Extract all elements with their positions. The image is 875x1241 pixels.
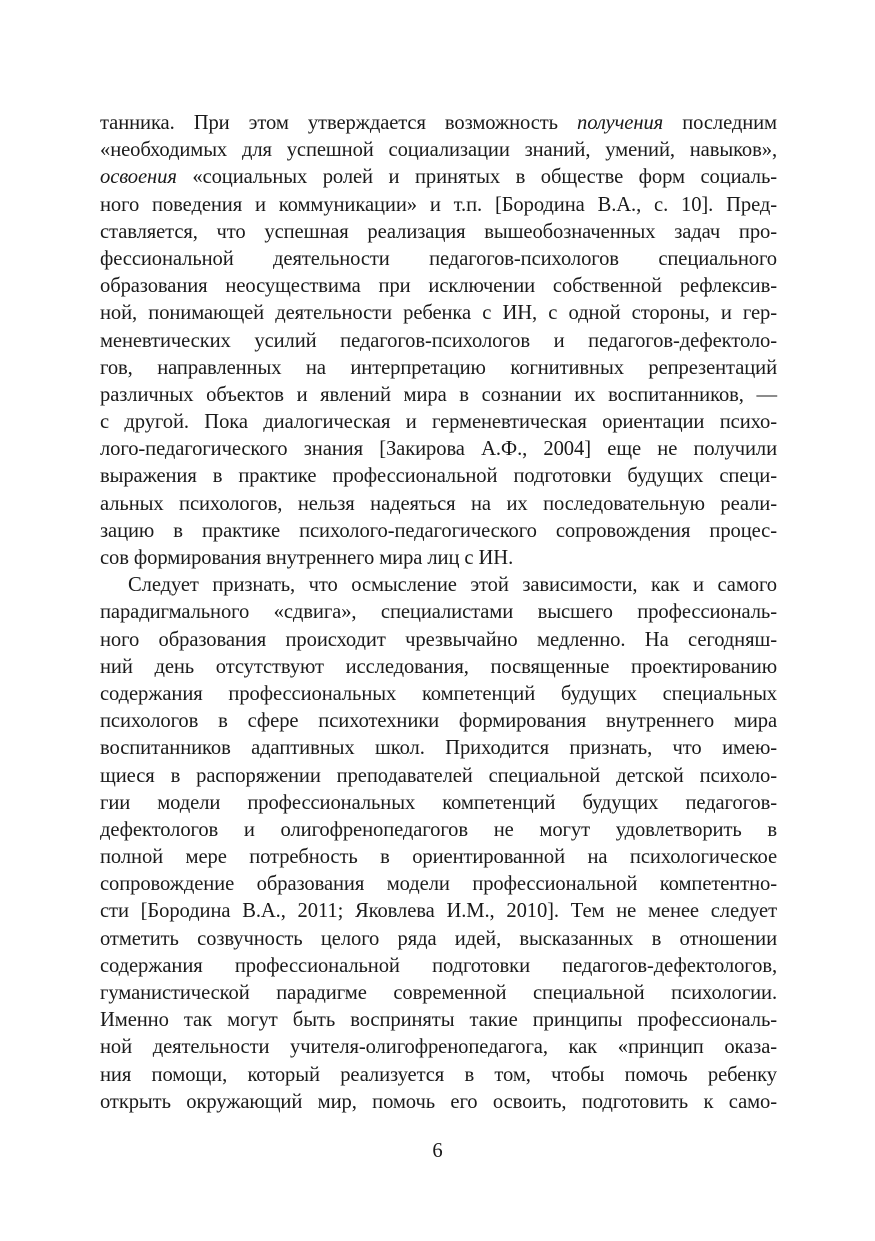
text-line: содержания профессиональных компетенций будущих специальных bbox=[100, 682, 777, 705]
text-line: дефектологов и олигофренопедагогов не могут удовлетворить в bbox=[100, 818, 777, 841]
text-line: полной мере потребность в ориентированной на психологическое bbox=[100, 846, 777, 869]
text-line: ной деятельности учителя-олигофренопедагога, как «принцип оказа- bbox=[100, 1036, 777, 1059]
text-line: щиеся в распоряжении преподавателей специальной детской психоло- bbox=[100, 764, 777, 787]
text-line: Именно так могут быть восприняты такие принципы профессиональ- bbox=[100, 1009, 777, 1032]
text-line: ного образования происходит чрезвычайно медленно. На сегодняш- bbox=[100, 628, 777, 651]
text-line: гии модели профессиональных компетенций будущих педагогов- bbox=[100, 791, 777, 814]
text-line: выражения в практике профессиональной подготовки будущих специ- bbox=[100, 465, 777, 488]
text-line: ний день отсутствуют исследования, посвященные проектированию bbox=[100, 655, 777, 678]
text-line: освоения «социальных ролей и принятых в обществе форм социаль- bbox=[100, 166, 777, 189]
text-line: содержания профессиональной подготовки педагогов-дефектологов, bbox=[100, 954, 777, 977]
text-line: гуманистической парадигме современной специальной психологии. bbox=[100, 982, 777, 1004]
page-number: 6 bbox=[432, 1140, 443, 1162]
page-body bbox=[100, 110, 777, 1116]
text-line: ния помощи, который реализуется в том, чтобы помочь ребенку bbox=[100, 1063, 777, 1086]
paragraph-2 bbox=[100, 572, 777, 1116]
text-line: меневтических усилий педагогов-психологов и педагогов-дефектоло- bbox=[100, 329, 777, 352]
text-line: зацию в практике психолого-педагогического сопровождения процес- bbox=[100, 519, 777, 542]
emphasis: получения bbox=[577, 112, 664, 134]
text-line: сопровождение образования модели профессиональной компетентно- bbox=[100, 873, 777, 896]
text-line: фессиональной деятельности педагогов-психологов специального bbox=[100, 247, 777, 270]
text-line: психологов в сфере психотехники формирования внутреннего мира bbox=[100, 710, 777, 733]
text-line: ставляется, что успешная реализация вышеобозначенных задач про- bbox=[100, 220, 777, 243]
paragraph-1 bbox=[100, 110, 777, 572]
text-line: ной, понимающей деятельности ребенка с ИН, с одной стороны, и гер- bbox=[100, 302, 777, 325]
text-line: ного поведения и коммуникации» и т.п. [Бородина В.А., с. 10]. Пред- bbox=[100, 193, 777, 216]
text-line: открыть окружающий мир, помочь его освоить, подготовить к само- bbox=[100, 1090, 777, 1113]
text-line: танника. При этом утверждается возможность получения последним bbox=[100, 112, 777, 134]
text-line: сов формирования внутреннего мира лиц с ИН. bbox=[100, 547, 514, 569]
text-line: гов, направленных на интерпретацию когнитивных репрезентаций bbox=[100, 356, 777, 379]
text-line: воспитанников адаптивных школ. Приходится признать, что имею- bbox=[100, 737, 777, 760]
text-line: отметить созвучность целого ряда идей, высказанных в отношении bbox=[100, 927, 777, 950]
text-line: различных объектов и явлений мира в сознании их воспитанников, — bbox=[100, 383, 777, 406]
text-line: парадигмального «сдвига», специалистами высшего профессиональ- bbox=[100, 601, 777, 624]
text-line: сти [Бородина В.А., 2011; Яковлева И.М., 2010]. Тем не менее следует bbox=[100, 900, 777, 923]
text-line: с другой. Пока диалогическая и герменевтическая ориентации психо- bbox=[100, 411, 777, 434]
emphasis: освоения bbox=[100, 166, 177, 189]
text-line: лого-педагогического знания [Закирова А.Ф., 2004] еще не получили bbox=[100, 438, 777, 461]
text-line: образования неосуществима при исключении собственной рефлексив- bbox=[100, 275, 777, 298]
text-line: «необходимых для успешной социализации знаний, умений, навыков», bbox=[100, 139, 777, 162]
text-line: Следует признать, что осмысление этой зависимости, как и самого bbox=[128, 574, 777, 597]
text-line: альных психологов, нельзя надеяться на их последовательную реали- bbox=[100, 492, 777, 515]
